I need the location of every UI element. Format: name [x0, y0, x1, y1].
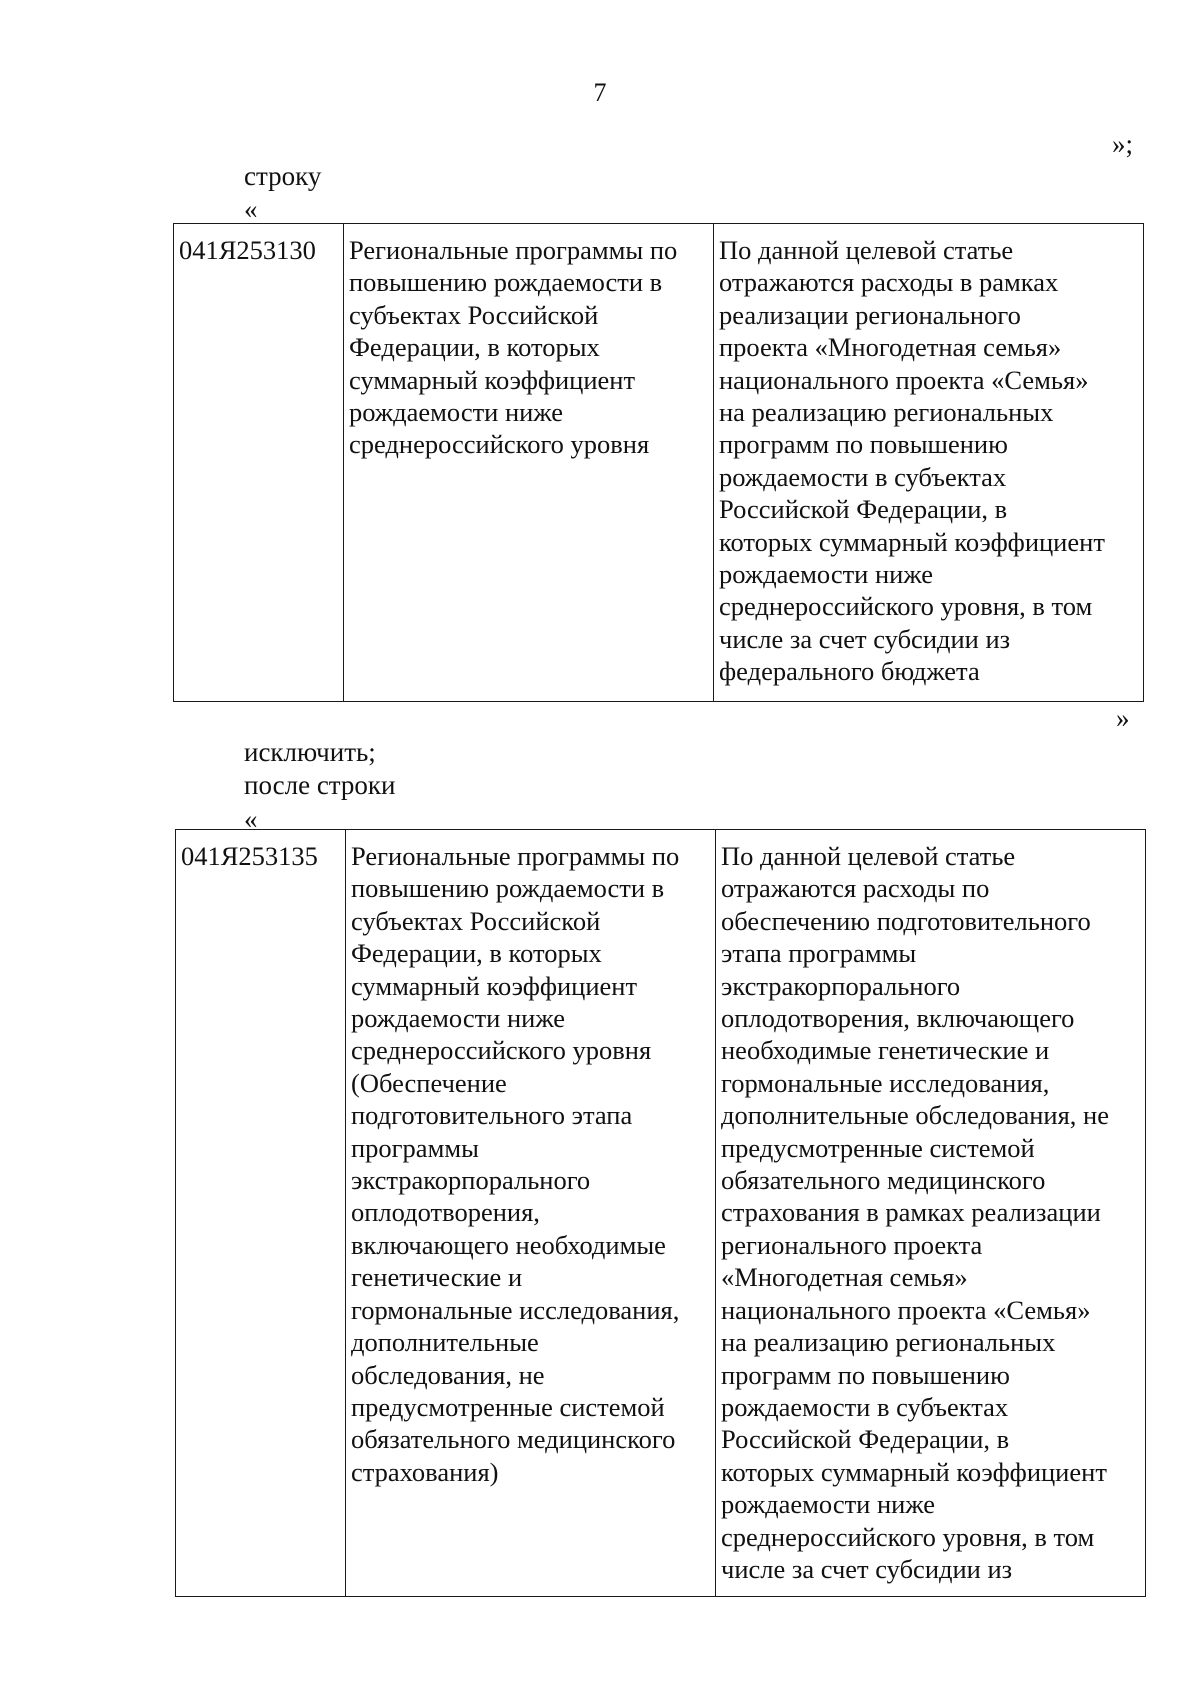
table-row [176, 830, 1146, 1597]
target-article-code: 041Я253135 [181, 841, 318, 871]
page-number: 7 [593, 78, 607, 107]
intro-open-quote: « [244, 194, 258, 224]
budget-table-2 [175, 829, 1146, 1597]
budget-table-1 [173, 223, 1144, 702]
closing-quote-table-1: » [1116, 703, 1130, 733]
target-article-description: По данной целевой статье отражаются расходы по обеспечению подготовительного этапа программы экстракорпорального оплодотворения, включающего необходимые генетические и гормональные исследования, дополнительные обследования, не предусмотренные системой обязательного медицинского страхования в рамках реализации регионального проекта «Многодетная семья» национального проекта «Семья» на реализацию региональных программ по повышению рождаемости в субъектах Российской Федерации, в которых суммарный коэффициент рождаемости ниже среднероссийского уровня, в том числе за счет субсидии из [721, 841, 1109, 1584]
closing-quote-top: »; [1112, 129, 1134, 159]
target-article-description: По данной целевой статье отражаются расходы в рамках реализации регионального проекта «Многодетная семья» национального проекта «Семья» на реализацию региональных программ по повышению рождаемости в субъектах Российской Федерации, в которых суммарный коэффициент рождаемости ниже среднероссийского уровня, в том числе за счет субсидии из федерального бюджета [719, 235, 1105, 687]
after-row-instruction: после строки [244, 770, 396, 800]
description-cell [714, 224, 1144, 702]
name-cell [346, 830, 716, 1597]
exclude-instruction: исключить; [244, 737, 376, 767]
target-article-name: Региональные программы по повышению рождаемости в субъектах Российской Федерации, в которых суммарный коэффициент рождаемости ниже среднероссийского уровня [349, 235, 678, 460]
middle-open-quote: « [244, 804, 258, 834]
code-cell [174, 224, 344, 702]
target-article-name: Региональные программы по повышению рождаемости в субъектах Российской Федерации, в которых суммарный коэффициент рождаемости ниже среднероссийского уровня (Обеспечение подготовительного этапа программы экстракорпорального оплодотворения, включающего необходимые генетические и гормональные исследования, дополнительные обследования, не предусмотренные системой обязательного медицинского страхования) [351, 841, 680, 1487]
intro-word-line: строку [244, 161, 322, 191]
description-cell [716, 830, 1146, 1597]
table-row [174, 224, 1144, 702]
target-article-code: 041Я253130 [179, 235, 316, 265]
code-cell [176, 830, 346, 1597]
name-cell [344, 224, 714, 702]
